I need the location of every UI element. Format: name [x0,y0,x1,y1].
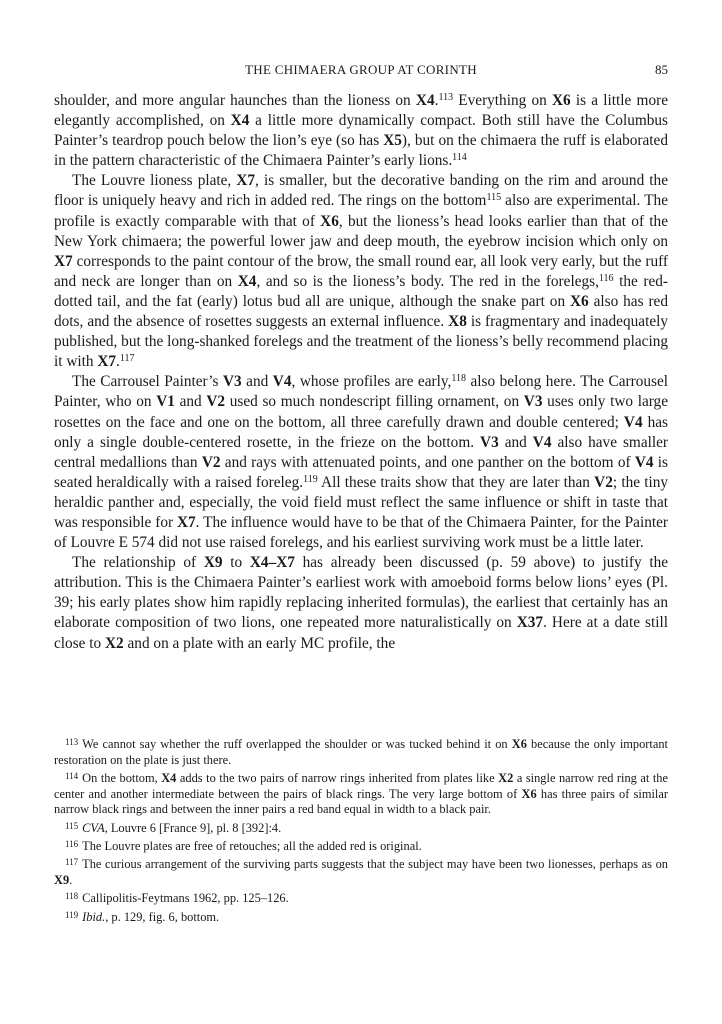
text-run: adds to the two pairs of narrow rings inherited from plates like [176,770,499,785]
text-run: . [434,92,439,109]
text-run: a little more dynamically compact. Both still have the Columbus Painter’s teardrop pouch below the lion’s eye (so has [54,112,668,150]
text-run: also belong here. The Carrousel Painter, who on [54,373,668,411]
catalogue-ref: V3 [523,393,543,411]
catalogue-ref: X37 [516,614,544,632]
footnote-number: 115 [65,820,79,831]
footnotes [54,735,668,925]
footnote-ref: 115 [486,192,502,204]
body-paragraph [54,553,668,653]
catalogue-ref: V1 [156,393,175,411]
text-run: also have smaller central medallions than [54,433,668,471]
footnote-number: 118 [65,891,79,902]
catalogue-ref: X4 [161,770,177,785]
footnote-number: 119 [65,909,79,920]
text-run: and [498,433,533,451]
catalogue-ref: X7 [54,252,73,270]
catalogue-ref: X4–X7 [249,554,295,572]
text-run: has already been discussed (p. 59 above) to justify the attribution. This is the Chimaera Painter’s earliest work with amoeboid forms below lions’ eyes (Pl. 39; his early plates show him rapidly replacing inherited formulas), the earliest that certainly has an elaborate composition of two lions, one repeated more naturalistically on [54,554,669,632]
catalogue-ref: V2 [201,453,221,471]
text-run: . The influence would have to be that of the Chimaera Painter, for the Painter of Louvre E 574 did not use raised forelegs, and his earliest surviving work must be a little later. [54,513,668,552]
catalogue-ref: X6 [320,212,339,230]
running-header [54,62,668,80]
footnote-ref: 118 [451,373,466,385]
text-run: the red-dotted tail, and the fat (early) lotus bud all are unique, although the snake part on [54,272,669,310]
catalogue-ref: X4 [237,272,257,290]
text-run: to [222,554,250,572]
footnote-ref: 114 [452,152,467,164]
footnote [54,855,668,888]
text-run: . Here at a date still close to [54,614,668,652]
text-run: All these traits show that they are later than [317,473,595,491]
text-run: and on a plate with an early MC profile, the [123,634,396,652]
catalogue-ref: X7 [176,513,196,531]
text-run: , is smaller, but the decorative banding on the rim and around the floor is uniquely heavy and rich in added red. The rings on the bottom [54,172,668,210]
text-run: is a little more elegantly accomplished, on [54,92,668,130]
catalogue-ref: X7 [97,353,117,371]
text-run: also are experimental. The profile is exactly comparable with that of [54,192,668,230]
text-run: because the only important restoration on the plate is just there. [54,737,669,767]
text-run: shoulder, and more angular haunches than the lioness on [54,92,416,109]
text-run: , whose profiles are early, [291,373,452,391]
text-run: and [174,393,207,411]
text-run: and [241,373,273,391]
running-title: THE CHIMAERA GROUP AT CORINTH [245,62,477,77]
catalogue-ref: V2 [594,473,613,491]
text-run: The curious arrangement of the surviving parts suggests that the subject may have been two lionesses, perhaps as on [82,857,668,872]
text-run: The relationship of [72,554,204,572]
catalogue-ref: X6 [511,737,527,751]
footnote-number: 117 [65,857,79,868]
footnote-ref: 113 [438,92,454,103]
catalogue-ref: V3 [480,433,499,451]
text-run: . [116,353,120,371]
catalogue-ref: X2 [104,634,124,652]
catalogue-ref: X4 [415,92,435,109]
catalogue-ref: V3 [222,373,242,391]
body-paragraph [54,91,668,171]
italic-text: CVA [82,820,105,835]
text-run: corresponds to the paint contour of the brow, the small round ear, all look very early, but the ruff and neck are longer than on [54,252,668,290]
catalogue-ref: X5 [383,132,402,150]
text-run: has only a single double-centered rosette, in the frieze on the bottom. [54,413,668,451]
catalogue-ref: V4 [272,373,292,391]
footnote-ref: 116 [598,272,614,284]
body-paragraph [54,372,668,553]
footnote-number: 116 [65,838,79,849]
text-run: , and so is the lioness’s body. The red in the forelegs, [256,272,599,290]
catalogue-ref: V2 [206,393,226,411]
catalogue-ref: X9 [203,554,223,572]
page-number: 85 [655,62,668,77]
footnote [54,819,668,837]
text-run: , but the lioness’s head looks earlier than that of the New York chimaera; the powerful lower jaw and deep mouth, the eyebrow incision which only on [54,212,668,250]
text-run: The Carrousel Painter’s [72,373,223,391]
text-run: also has red dots, and the absence of rosettes suggests an external influence. [54,292,668,331]
text-run: is seated heraldically with a raised foreleg. [54,453,669,491]
catalogue-ref: X2 [498,770,514,785]
text-run: has three pairs of similar narrow black rings and between the inner pairs a red band equal in width to a black pair. [54,786,668,817]
text-run: , Louvre 6 [France 9], pl. 8 [392]:4. [104,820,282,835]
text-run: used so much nondescript filling ornament, on [225,393,524,411]
catalogue-ref: X6 [521,786,537,801]
catalogue-ref: X4 [230,112,250,130]
text-run: Everything on [453,92,552,109]
footnote-ref: 117 [119,353,135,365]
text-run: a single narrow red ring at the center and another intermediate between the pairs of black rings. The very large bottom of [54,770,668,801]
footnote [54,735,668,768]
text-run: and rays with attenuated points, and one panther on the bottom of [220,453,635,471]
footnote [54,837,668,855]
text-run: The Louvre plates are free of retouches; all the added red is original. [82,838,422,853]
text-run: ; the tiny heraldic panther and, especially, the void field must reflect the same influence or shift in taste that was responsible for [54,473,669,531]
catalogue-ref: X7 [236,172,256,190]
catalogue-ref: V4 [634,453,654,471]
body-paragraph [54,171,668,372]
catalogue-ref: X9 [54,872,70,887]
catalogue-ref: V4 [623,413,643,431]
italic-text: Ibid. [82,909,106,924]
text-run: On the bottom, [82,770,162,785]
text-run: , p. 129, fig. 6, bottom. [105,909,220,924]
catalogue-ref: V4 [532,433,552,451]
footnote-ref: 119 [303,473,318,485]
footnote-number: 114 [65,770,79,781]
text-run: Callipolitis-Feytmans 1962, pp. 125–126. [82,891,289,906]
footnote [54,889,668,907]
footnote [54,908,668,926]
text-run: uses only two large rosettes on the face and one on the bottom, all three carefully drawn and double centered; [54,393,668,431]
catalogue-ref: X6 [551,92,571,109]
text-run: is fragmentary and inadequately published, but the long-shanked forelegs and the treatment of the lioness’s belly recommend placing it with [54,313,669,371]
body-text [54,91,668,654]
text-run: ), but on the chimaera the ruff is elaborated in the pattern characteristic of the Chimaera Painter’s early lions. [54,132,668,170]
text-run: We cannot say whether the ruff overlapped the shoulder or was tucked behind it on [82,737,512,751]
catalogue-ref: X6 [570,292,589,310]
catalogue-ref: X8 [448,313,467,331]
footnote [54,769,668,818]
footnote-number: 113 [65,737,79,747]
text-run: The Louvre lioness plate, [72,172,237,190]
text-run: . [69,872,73,887]
